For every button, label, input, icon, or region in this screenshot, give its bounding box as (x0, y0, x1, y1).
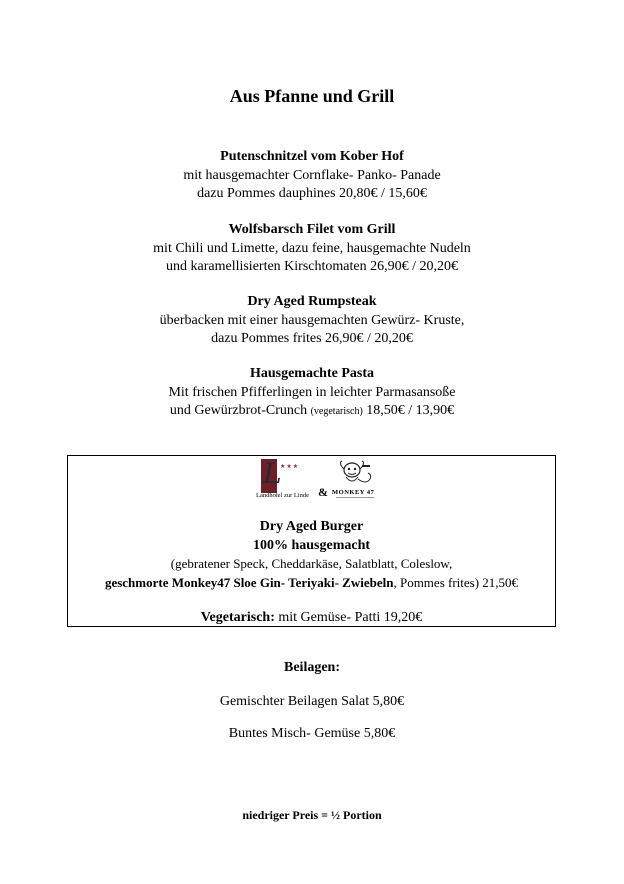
dish-description: mit hausgemachter Cornflake- Panko- Panade (183, 167, 441, 183)
landhotel-linde-logo: L ★★★ Landhotel zur Linde (256, 457, 310, 499)
ampersand: & (318, 485, 328, 499)
dish-price-line: dazu Pommes dauphines 20,80€ / 15,60€ (197, 186, 427, 201)
dish-pasta (0, 365, 624, 422)
side-item: Buntes Misch- Gemüse 5,80€ (228, 726, 396, 741)
dish-description: mit Chili und Limette, dazu feine, hausgemachte Nudeln (153, 240, 471, 256)
dish-price-line: und karamellisierten Kirschtomaten 26,90€ / 20,20€ (166, 259, 458, 274)
burger-subtitle: 100% hausgemacht (252, 537, 371, 553)
dish-wolfsbarsch (0, 221, 624, 277)
sides-heading: Beilagen: (284, 660, 340, 675)
dish-name: Wolfsbarsch Filet vom Grill (228, 222, 396, 237)
dish-price-line: dazu Pommes frites 26,90€ / 20,20€ (211, 331, 413, 346)
side-item: Gemischter Beilagen Salat 5,80€ (219, 694, 405, 709)
monkey47-logo: MONKEY 47 (332, 459, 382, 503)
burger-ingredients-2: geschmorte Monkey47 Sloe Gin- Teriyaki- Zwiebeln, Pommes frites) 21,50€ (104, 574, 519, 590)
dish-price-line: und Gewürzbrot-Crunch (vegetarisch) 18,50€ / 13,90€ (169, 403, 455, 418)
dish-description: überbacken mit einer hausgemachten Gewürz- Kruste, (159, 312, 465, 328)
dish-rumpsteak (0, 293, 624, 349)
vegetarian-option: Vegetarisch: mit Gemüse- Patti 19,20€ (200, 610, 423, 625)
dish-putenschnitzel (0, 148, 624, 204)
monkey-icon (332, 459, 382, 489)
burger-box (67, 455, 556, 627)
page-title: Aus Pfanne und Grill (229, 86, 395, 106)
burger-description (68, 518, 555, 592)
dish-name: Putenschnitzel vom Kober Hof (220, 149, 404, 164)
dish-name: Hausgemachte Pasta (249, 366, 375, 381)
dish-name: Dry Aged Rumpsteak (247, 294, 377, 309)
burger-name: Dry Aged Burger (259, 519, 364, 534)
logos (68, 459, 555, 503)
vegetarian-note: (vegetarisch) (310, 406, 363, 417)
burger-ingredients-1: (gebratener Speck, Cheddarkäse, Salatblatt, Coleslow, (170, 556, 453, 571)
portion-footnote: niedriger Preis = ½ Portion (242, 808, 382, 822)
dish-description: Mit frischen Pfifferlingen in leichter Parmasansoße (168, 384, 456, 400)
